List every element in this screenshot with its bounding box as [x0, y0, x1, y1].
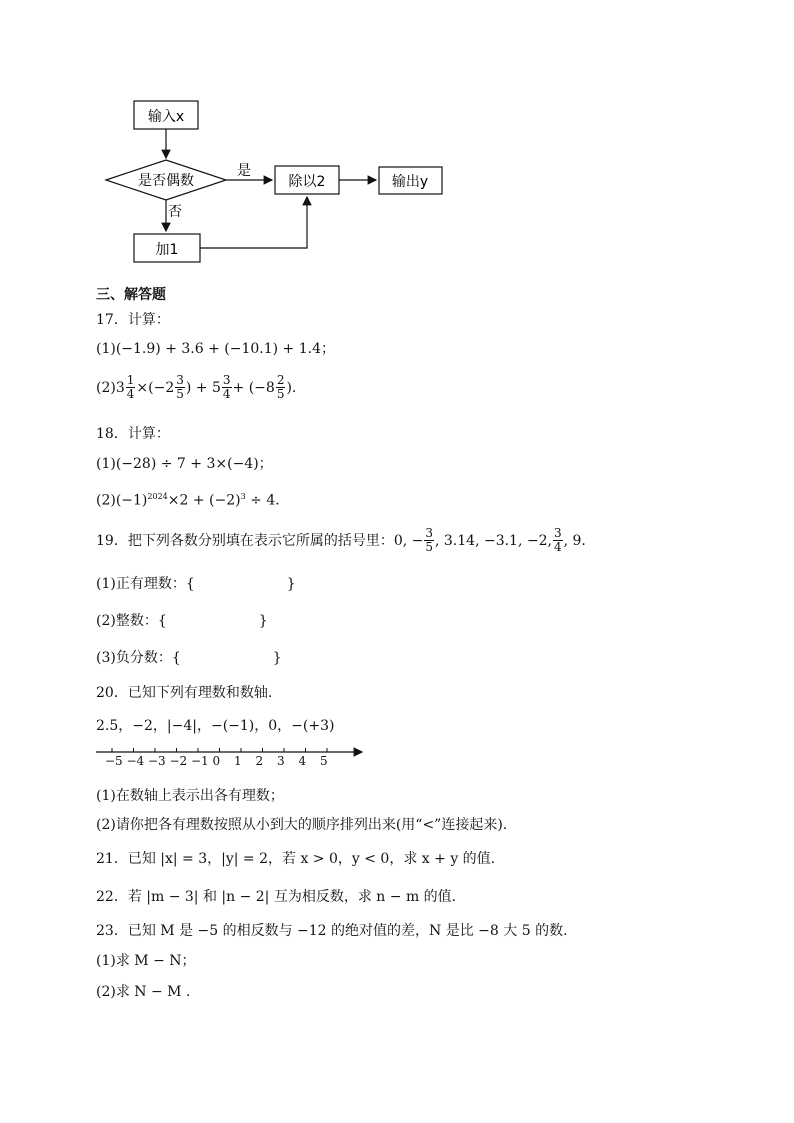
q17-p2-end: ).	[286, 379, 297, 396]
tick-label: −5	[105, 754, 123, 768]
q17-p2-op1: ×(−2	[136, 379, 175, 396]
tick-label: 1	[234, 754, 242, 768]
q17-frac4: $\frac{2}{5}$	[276, 373, 285, 401]
tick-label: 2	[255, 754, 264, 768]
q23-part1: (1)求 M − N；	[96, 953, 196, 969]
q20-part1: (1)在数轴上表示出各有理数；	[96, 788, 284, 804]
q21-text: 21．已知 |x| = 3，|y| = 2，若 x > 0，y < 0，求 x + y 的值.	[96, 851, 496, 867]
tick-label: 3	[277, 754, 285, 768]
q19-b: (2)整数：{ }	[96, 613, 268, 629]
decision-label: 是否偶数	[138, 173, 194, 189]
q17-p2-prefix: (2)	[96, 379, 116, 396]
q17-head: 17．计算：	[96, 312, 170, 328]
q19-c: (3)负分数：{ }	[96, 650, 282, 666]
q23-head: 23．已知 M 是 −5 的相反数与 −12 的绝对值的差，N 是比 −8 大 5 的数.	[96, 923, 568, 939]
q17-p2-op3: + (−8	[232, 379, 275, 396]
q23-part2: (2)求 N − M .	[96, 984, 191, 1000]
q17-part1: (1)(−1.9) + 3.6 + (−10.1) + 1.4；	[96, 341, 335, 357]
q19-a: (1)正有理数：{ }	[96, 576, 296, 592]
tick-label: −4	[126, 754, 145, 768]
input-label: 输入x	[147, 109, 185, 125]
q18-part1: (1)(−28) ÷ 7 + 3×(−4)；	[96, 456, 273, 472]
q18-part2: $(2)(-1)^{2024}\times 2 + (-2)^3 \div 4$．	[96, 492, 290, 509]
tick-label: −2	[169, 754, 188, 768]
number-line	[90, 738, 370, 772]
q22-text: 22．若 |m − 3| 和 |n − 2| 互为相反数，求 n − m 的值.	[96, 889, 457, 905]
q20-numbers: 2.5，−2，|−4|，−(−1)，0，−(+3)	[96, 718, 335, 734]
tick-label: 0	[212, 754, 221, 768]
section-title: 三、解答题	[96, 287, 166, 303]
tick-label: −3	[148, 754, 166, 768]
q19-head: 19．把下列各数分别填在表示它所属的括号里：0, − $\frac{3}{5}$ , 3.14, −3.1, −2, $\frac{3}{4}$ , 9.	[96, 526, 586, 554]
tick-label: 4	[298, 754, 307, 768]
no-label: 否	[168, 204, 182, 220]
divide-label: 除以2	[288, 174, 326, 190]
output-label: 输出y	[391, 174, 429, 190]
q20-head: 20．已知下列有理数和数轴.	[96, 685, 273, 701]
add-label: 加1	[155, 242, 179, 258]
yes-label: 是	[237, 163, 251, 179]
q20-part2: (2)请你把各有理数按照从小到大的顺序排列出来(用“<”连接起来).	[96, 817, 508, 833]
q17-frac1: $\frac{1}{4}$	[126, 373, 135, 401]
q17-p2-op2: ) + 5	[185, 379, 221, 396]
q17-p2-int1: 3	[115, 379, 125, 396]
arrow-add-divide	[200, 197, 307, 248]
tick-label: −1	[191, 754, 209, 768]
flowchart	[0, 0, 794, 280]
q17-part2	[96, 374, 296, 401]
q17-frac3: $\frac{3}{4}$	[222, 373, 231, 401]
q18-head: 18．计算：	[96, 426, 170, 442]
tick-label: 5	[320, 754, 328, 768]
q17-frac2: $\frac{3}{5}$	[176, 373, 184, 401]
